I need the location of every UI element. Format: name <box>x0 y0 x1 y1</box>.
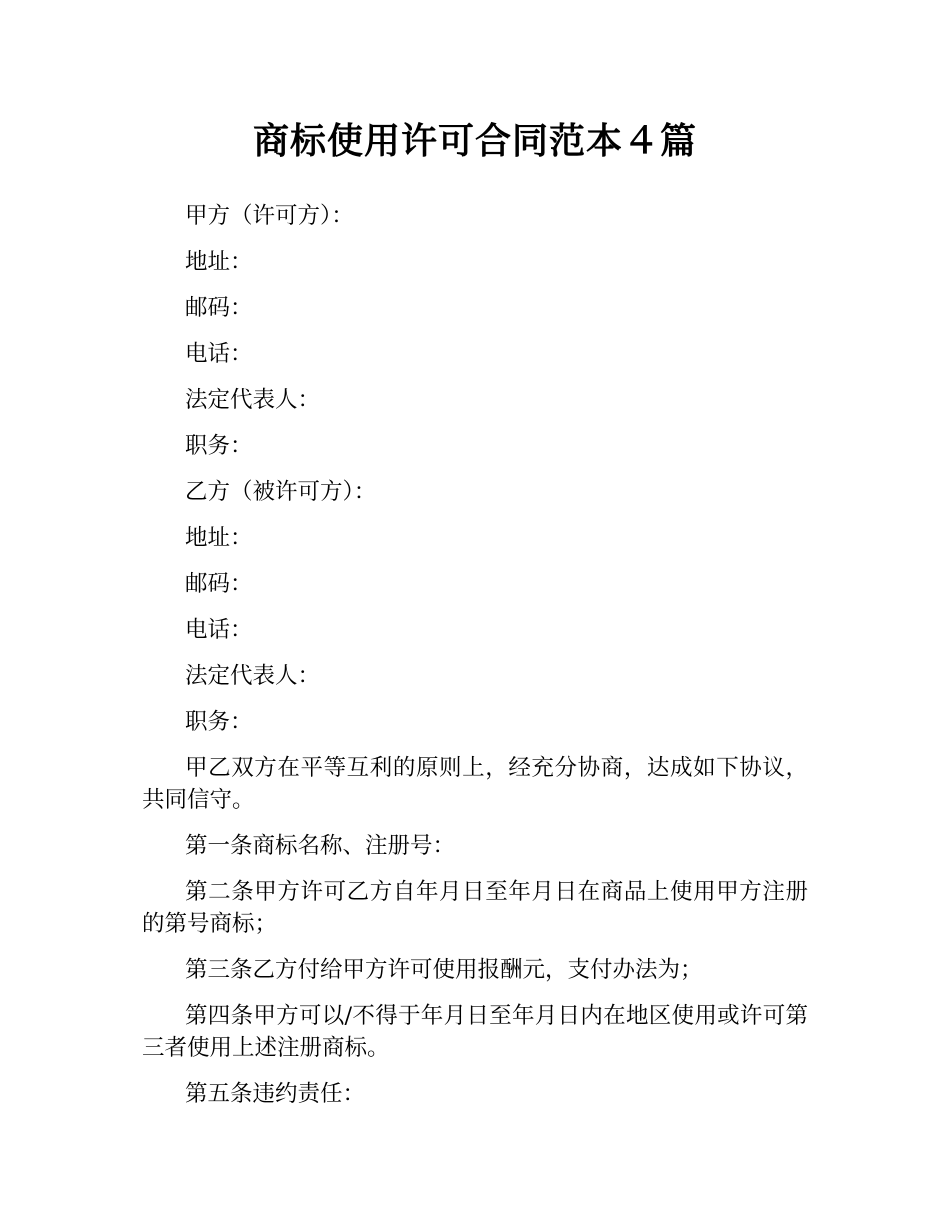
party-a-phone: 电话： <box>185 341 253 367</box>
document-title: 商标使用许可合同范本４篇 <box>252 121 697 162</box>
party-a-position: 职务： <box>185 433 253 459</box>
document-body <box>142 200 808 1124</box>
article-2: 第二条甲方许可乙方自年月日至年月日在商品上使用甲方注册的第号商标； <box>142 879 808 937</box>
party-a-legal-representative: 法定代表人： <box>185 387 321 413</box>
party-b-phone: 电话： <box>185 617 253 643</box>
party-b-position: 职务： <box>185 709 253 735</box>
article-4: 第四条甲方可以/不得于年月日至年月日内在地区使用或许可第三者使用上述注册商标。 <box>142 1003 808 1061</box>
party-b-legal-representative: 法定代表人： <box>185 663 321 689</box>
agreement-preamble: 甲乙双方在平等互利的原则上，经充分协商，达成如下协议，共同信守。 <box>142 755 808 813</box>
party-b-postcode: 邮码： <box>185 571 253 597</box>
party-b-address: 地址： <box>185 525 253 551</box>
party-a-heading: 甲方（许可方）： <box>185 203 354 229</box>
party-a-postcode: 邮码： <box>185 295 253 321</box>
article-3: 第三条乙方付给甲方许可使用报酬元，支付办法为； <box>185 957 703 983</box>
party-a-address: 地址： <box>185 249 253 275</box>
party-b-heading: 乙方（被许可方）： <box>185 479 377 505</box>
article-5: 第五条违约责任： <box>185 1081 366 1107</box>
article-1: 第一条商标名称、注册号： <box>185 833 456 859</box>
